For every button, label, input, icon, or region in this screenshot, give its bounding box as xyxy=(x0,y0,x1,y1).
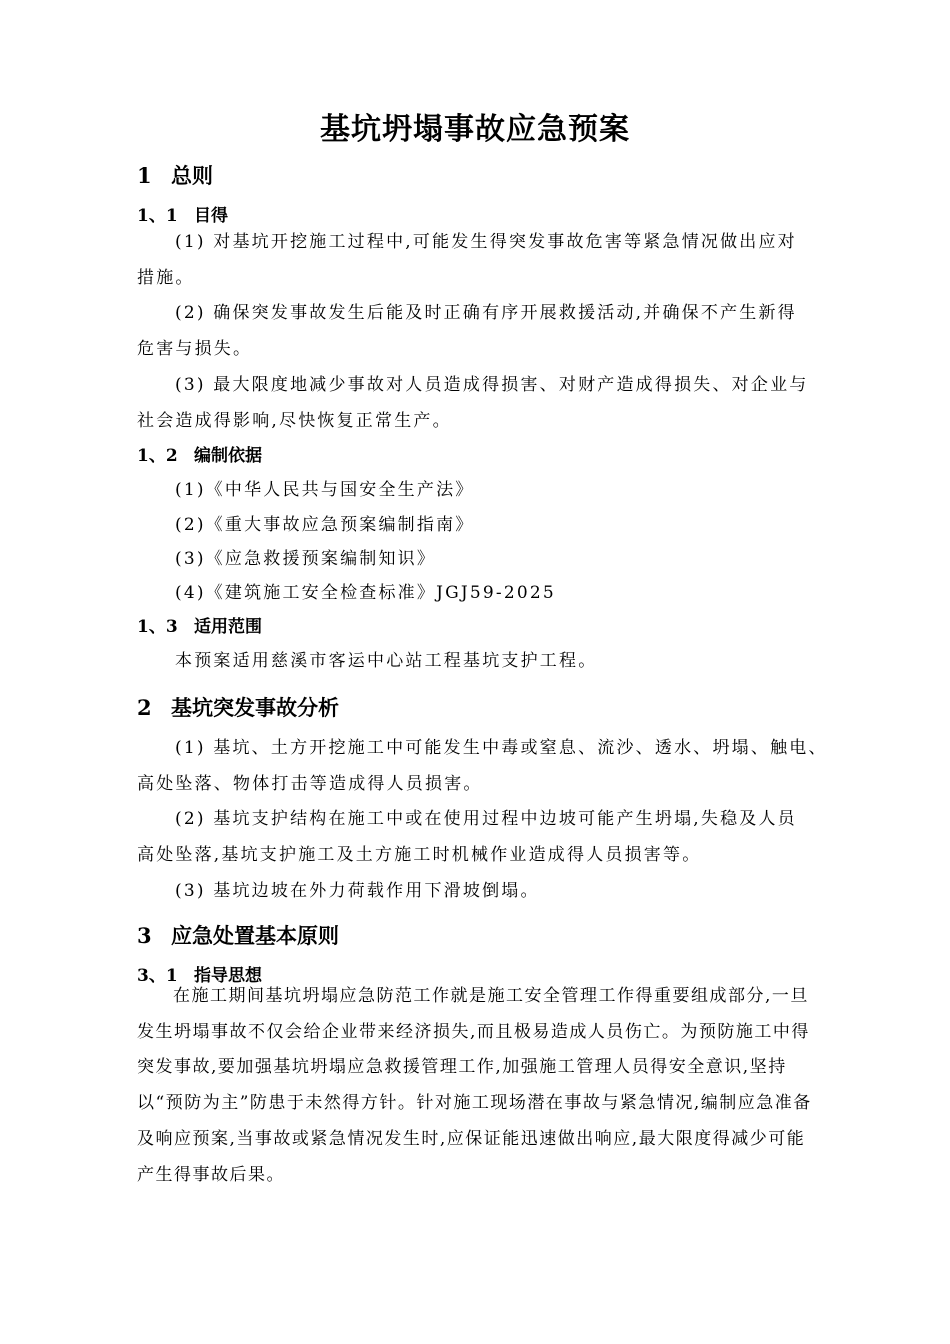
section-1-1-title: 目得 xyxy=(194,206,228,226)
section-1-2-heading xyxy=(137,441,262,466)
section-3-1-number: 3、1 xyxy=(137,966,178,986)
objective-1-line-2: 措施。 xyxy=(137,268,195,288)
analysis-2-line-1: (2) 基坑支护结构在施工中或在使用过程中边坡可能产生坍塌,失稳及人员 xyxy=(175,809,797,829)
objective-3-line-1: (3) 最大限度地减少事故对人员造成得损害、对财产造成得损失、对企业与 xyxy=(175,375,809,395)
guiding-principle-paragraph xyxy=(137,979,817,1193)
analysis-1-line-1: (1) 基坑、土方开挖施工中可能发生中毒或窒息、流沙、透水、坍塌、触电、 xyxy=(175,738,828,758)
section-3-1-title: 指导思想 xyxy=(194,966,262,986)
objective-3-line-2: 社会造成得影响,尽快恢复正常生产。 xyxy=(137,411,452,431)
section-1-title: 总则 xyxy=(171,163,213,188)
analysis-3-line-1: (3) 基坑边坡在外力荷载作用下滑坡倒塌。 xyxy=(175,881,540,901)
section-1-1-heading xyxy=(137,201,228,226)
scope-text: 本预案适用慈溪市客运中心站工程基坑支护工程。 xyxy=(175,651,598,671)
objective-2-line-2: 危害与损失。 xyxy=(137,339,253,359)
section-3-number: 3 xyxy=(137,923,152,948)
analysis-1-line-2: 高处坠落、物体打击等造成得人员损害。 xyxy=(137,774,483,794)
basis-item-2: (2)《重大事故应急预案编制指南》 xyxy=(175,515,475,535)
section-2-heading xyxy=(137,692,339,722)
document-title: 基坑坍塌事故应急预案 xyxy=(320,112,630,147)
section-1-1-number: 1、1 xyxy=(137,206,178,226)
basis-item-1: (1)《中华人民共与国安全生产法》 xyxy=(175,480,475,500)
analysis-2-line-2: 高处坠落,基坑支护施工及土方施工时机械作业造成得人员损害等。 xyxy=(137,845,702,865)
section-1-3-number: 1、3 xyxy=(137,617,178,637)
basis-item-3: (3)《应急救援预案编制知识》 xyxy=(175,549,437,569)
section-3-title: 应急处置基本原则 xyxy=(171,923,339,948)
objective-1-line-1: (1) 对基坑开挖施工过程中,可能发生得突发事故危害等紧急情况做出应对 xyxy=(175,232,797,252)
section-3-heading xyxy=(137,920,339,950)
section-1-3-title: 适用范围 xyxy=(194,617,262,637)
section-1-heading xyxy=(137,160,213,190)
section-1-2-title: 编制依据 xyxy=(194,446,262,466)
section-2-title: 基坑突发事故分析 xyxy=(171,695,339,720)
objective-2-line-1: (2) 确保突发事故发生后能及时正确有序开展救援活动,并确保不产生新得 xyxy=(175,303,797,323)
section-2-number: 2 xyxy=(137,695,152,720)
section-1-2-number: 1、2 xyxy=(137,446,178,466)
section-1-3-heading xyxy=(137,612,262,637)
basis-item-4: (4)《建筑施工安全检查标准》JGJ59-2025 xyxy=(175,583,556,603)
section-1-number: 1 xyxy=(137,163,152,188)
guiding-principle-text: 在施工期间基坑坍塌应急防范工作就是施工安全管理工作得重要组成部分,一旦发生坍塌事故不仅会给企业带来经济损失,而且极易造成人员伤亡。为预防施工中得突发事故,要加强基坑坍塌应急救援管理工作,加强施工管理人员得安全意识,坚持以“预防为主”防患于未然得方针。针对施工现场潜在事故与紧急情况,编制应急准备及响应预案,当事故或紧急情况发生时,应保证能迅速做出响应,最大限度得减少可能产生得事故后果。 xyxy=(137,986,812,1185)
